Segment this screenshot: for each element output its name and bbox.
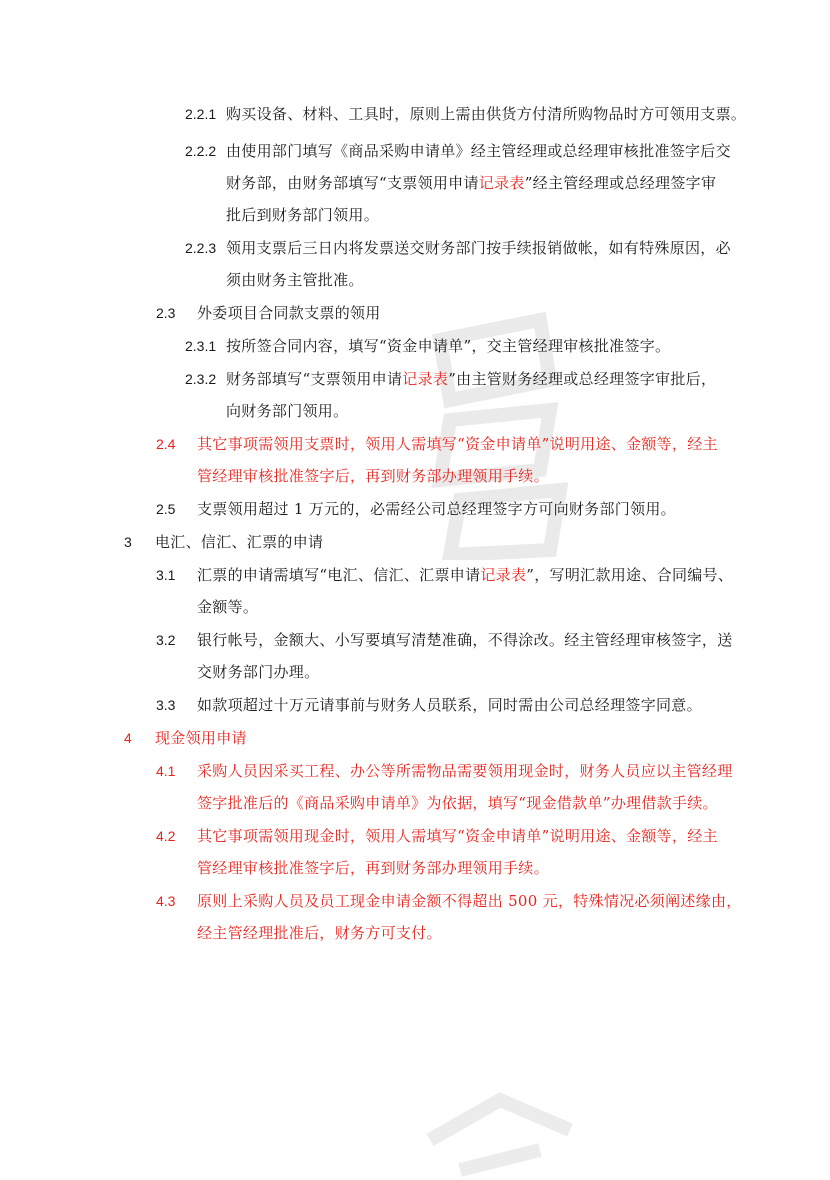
highlighted-text: 记录表 bbox=[402, 370, 449, 388]
text-run: 财务部，由财务部填写“支票领用申请 bbox=[226, 174, 479, 192]
paragraph-line: 管经理审核批准签字后，再到财务部办理领用手续。 bbox=[197, 467, 549, 485]
paragraph-line: 支票领用超过 1 万元的，必需经公司总经理签字方可向财务部门领用。 bbox=[197, 500, 676, 518]
paragraph-line bbox=[226, 369, 716, 389]
paragraph-line: 管经理审核批准签字后，再到财务部办理领用手续。 bbox=[197, 859, 549, 877]
section-number: 3 bbox=[124, 534, 132, 550]
text-run: 财务部填写“支票领用申请 bbox=[226, 370, 403, 388]
paragraph-line bbox=[226, 173, 716, 193]
paragraph-line: 向财务部门领用。 bbox=[226, 402, 349, 420]
section-number: 4.3 bbox=[156, 893, 176, 909]
paragraph-line: 按所签合同内容，填写“资金申请单”，交主管经理审核批准签字。 bbox=[226, 337, 671, 355]
paragraph-line: 金额等。 bbox=[197, 598, 259, 616]
text-run: ”由主管财务经理或总经理签字审批后， bbox=[448, 370, 717, 388]
section-number: 2.3.2 bbox=[185, 371, 217, 387]
paragraph-line: 须由财务主管批准。 bbox=[226, 271, 364, 289]
paragraph-line: 如款项超过十万元请事前与财务人员联系，同时需由公司总经理签字同意。 bbox=[197, 696, 702, 714]
watermark-graphic-bottom bbox=[420, 1080, 580, 1180]
paragraph-line: 由使用部门填写《商品采购申请单》经主管经理或总经理审核批准签字后交 bbox=[226, 142, 731, 160]
section-number: 4.2 bbox=[156, 828, 176, 844]
section-heading: 外委项目合同款支票的领用 bbox=[197, 304, 381, 322]
section-heading: 电汇、信汇、汇票的申请 bbox=[155, 533, 324, 551]
section-number: 3.3 bbox=[156, 697, 176, 713]
text-run: 汇票的申请需填写“电汇、信汇、汇票申请 bbox=[197, 566, 481, 584]
paragraph-line: 签字批准后的《商品采购申请单》为依据，填写“现金借款单”办理借款手续。 bbox=[197, 794, 718, 812]
section-heading: 现金领用申请 bbox=[155, 729, 247, 747]
paragraph-line: 购买设备、材料、工具时，原则上需由供货方付清所购物品时方可领用支票。 bbox=[226, 105, 747, 123]
paragraph-line: 领用支票后三日内将发票送交财务部门按手续报销做帐，如有特殊原因，必 bbox=[226, 239, 731, 257]
highlighted-text: 记录表 bbox=[480, 566, 527, 584]
paragraph-line: 采购人员因采买工程、办公等所需物品需要领用现金时，财务人员应以主管经理 bbox=[197, 762, 733, 780]
paragraph-line: 银行帐号，金额大、小写要填写清楚准确，不得涂改。经主管经理审核签字，送 bbox=[197, 631, 733, 649]
paragraph-line bbox=[197, 565, 733, 585]
paragraph-line: 交财务部门办理。 bbox=[197, 663, 320, 681]
section-number: 2.2.1 bbox=[185, 106, 217, 122]
section-number: 4.1 bbox=[156, 763, 176, 779]
text-run: ”，写明汇款用途、合同编号、 bbox=[526, 566, 734, 584]
section-number: 2.2.2 bbox=[185, 143, 217, 159]
section-number: 4 bbox=[124, 730, 132, 746]
section-number: 3.2 bbox=[156, 632, 176, 648]
highlighted-text: 记录表 bbox=[478, 174, 525, 192]
text-run: ”经主管经理或总经理签字审 bbox=[524, 174, 717, 192]
paragraph-line: 经主管经理批准后，财务方可支付。 bbox=[197, 924, 442, 942]
section-number: 2.3.1 bbox=[185, 338, 217, 354]
paragraph-line: 其它事项需领用支票时，领用人需填写“资金申请单”说明用途、金额等，经主 bbox=[197, 435, 718, 453]
section-number: 2.3 bbox=[156, 305, 176, 321]
paragraph-line: 其它事项需领用现金时，领用人需填写“资金申请单”说明用途、金额等，经主 bbox=[197, 827, 718, 845]
section-number: 2.2.3 bbox=[185, 240, 217, 256]
section-number: 2.4 bbox=[156, 436, 176, 452]
paragraph-line: 批后到财务部门领用。 bbox=[226, 206, 380, 224]
paragraph-line: 原则上采购人员及员工现金申请金额不得超出 500 元，特殊情况必须阐述缘由， bbox=[197, 892, 742, 910]
section-number: 3.1 bbox=[156, 567, 176, 583]
section-number: 2.5 bbox=[156, 501, 176, 517]
